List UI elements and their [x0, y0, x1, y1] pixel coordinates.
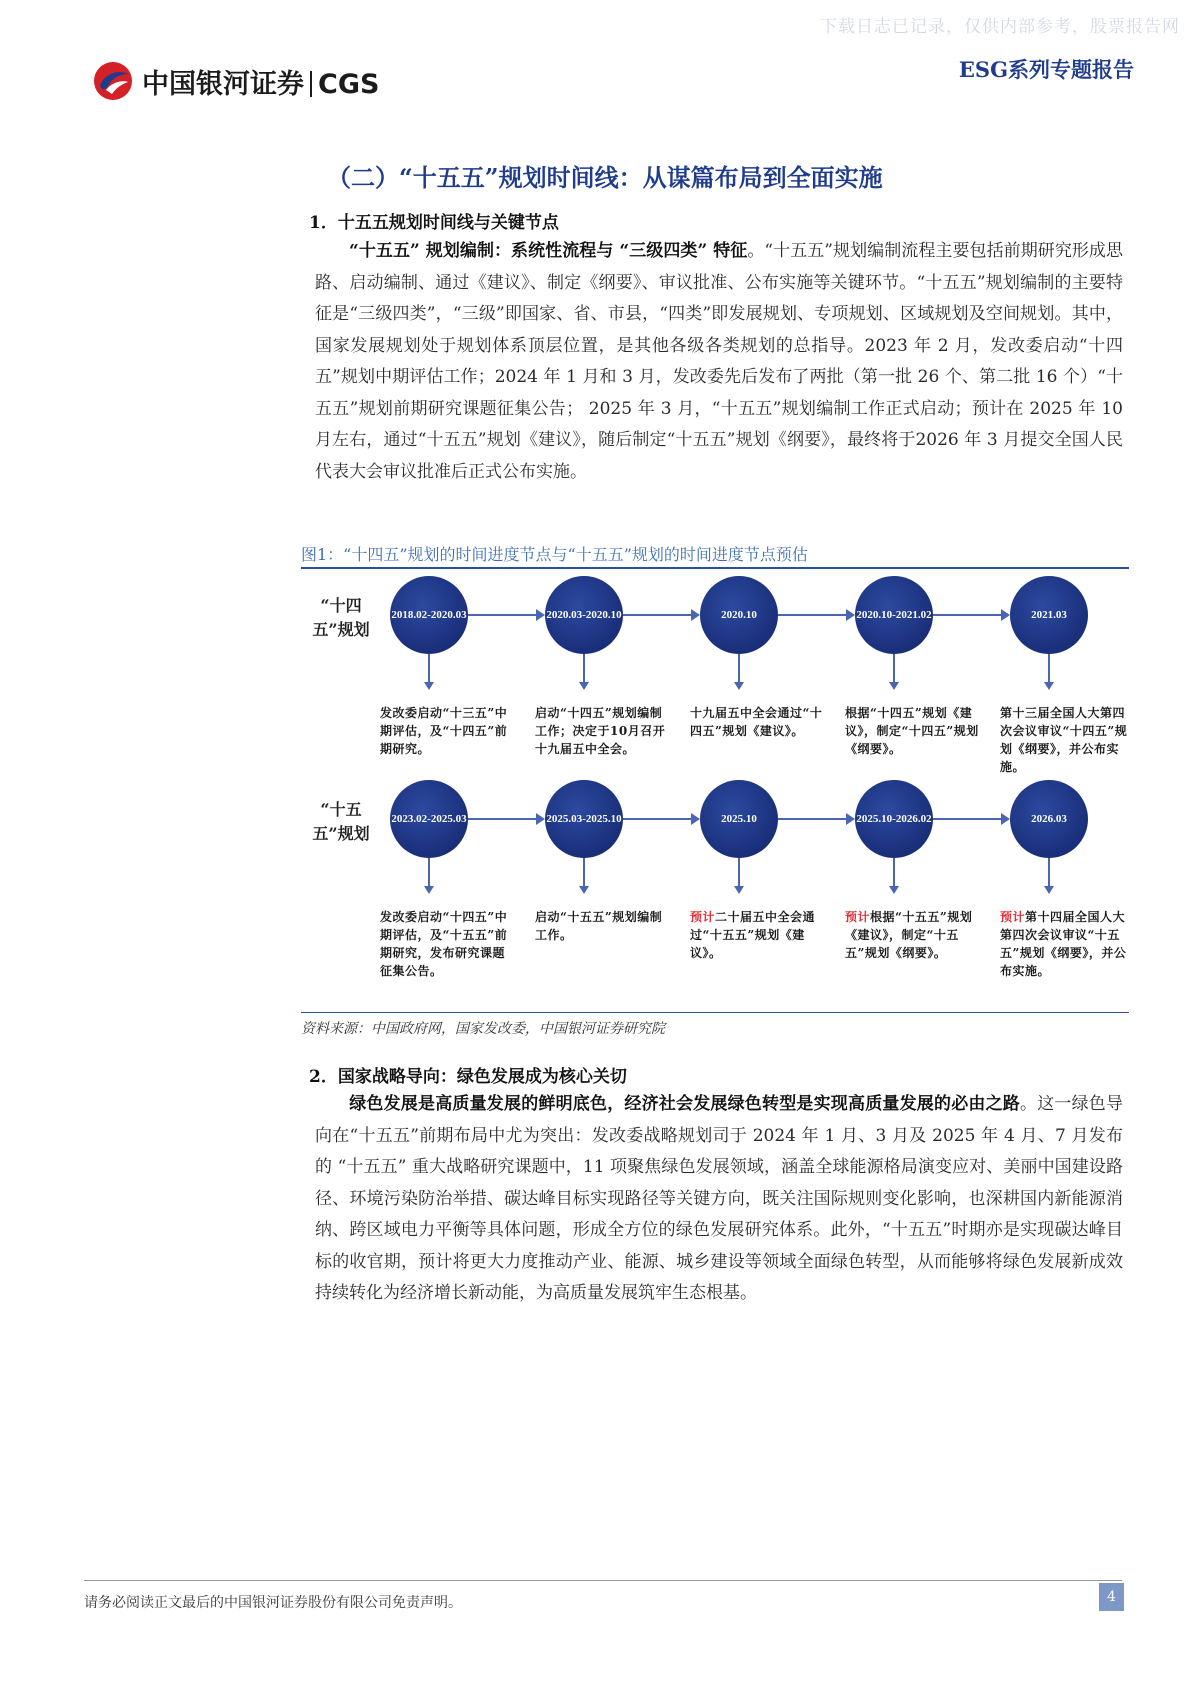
timeline-arrow-icon: [846, 813, 855, 825]
paragraph-planning: [315, 236, 1123, 488]
series-title: ESG系列专题报告: [958, 57, 1134, 82]
timeline-drop-arrow-icon: [424, 682, 434, 690]
timeline-arrow-icon: [846, 609, 855, 621]
timeline-drop-arrow-icon: [734, 682, 744, 690]
timeline-node: 2018.02-2020.03: [390, 576, 468, 654]
predicted-tag: 预计: [1000, 910, 1026, 924]
timeline-node-description: [845, 704, 981, 758]
timeline-arrow-icon: [691, 609, 700, 621]
timeline-node: 2025.03-2025.10: [545, 780, 623, 858]
timeline-node: 2025.10-2026.02: [855, 780, 933, 858]
timeline-description-text: 根据“十五五”规划《建议》，制定“十五五”规划《纲要》。: [845, 910, 973, 960]
timeline-description-text: 启动“十四五”规划编制工作；决定于10月召开十九届五中全会。: [535, 706, 666, 756]
timeline-drop-line: [428, 858, 430, 888]
logo-en: CGS: [318, 68, 380, 100]
timeline-arrow-icon: [536, 609, 545, 621]
timeline-drop-line: [893, 654, 895, 684]
timeline-connector: [623, 818, 691, 820]
timeline-connector: [778, 614, 846, 616]
timeline-drop-arrow-icon: [1044, 886, 1054, 894]
timeline-node: 2020.10: [700, 576, 778, 654]
timeline-node-description: [1000, 908, 1136, 980]
timeline-drop-line: [893, 858, 895, 888]
timeline-drop-line: [738, 654, 740, 684]
timeline-connector: [468, 614, 536, 616]
timeline-arrow-icon: [536, 813, 545, 825]
timeline-description-text: 发改委启动“十四五”中期评估，及“十五五”前期研究，发布研究课题征集公告。: [380, 910, 508, 978]
timeline-node-description: [845, 908, 981, 962]
timeline-node: 2023.02-2025.03: [390, 780, 468, 858]
timeline-drop-arrow-icon: [579, 682, 589, 690]
footer-rule: [84, 1580, 1122, 1581]
timeline-arrow-icon: [691, 813, 700, 825]
figure-source: 资料来源：中国政府网，国家发改委，中国银河证券研究院: [301, 1021, 665, 1037]
logo-wordmark: [142, 62, 379, 101]
timeline-row-label: “十五五”规划: [312, 800, 370, 843]
timeline-drop-line: [583, 858, 585, 888]
timeline-row-label: “十四五”规划: [312, 596, 370, 639]
timeline-drop-line: [583, 654, 585, 684]
timeline-description-text: 根据“十四五”规划《建议》，制定“十四五”规划《纲要》。: [845, 706, 979, 756]
figure-bottom-rule: [301, 1012, 1129, 1013]
timeline-node-description: [690, 908, 826, 962]
company-logo: [92, 60, 379, 102]
timeline-drop-arrow-icon: [1044, 682, 1054, 690]
timeline-node: 2026.03: [1010, 780, 1088, 858]
timeline-description-text: 十九届五中全会通过“十四五”规划《建议》。: [690, 706, 823, 738]
timeline-connector: [623, 614, 691, 616]
page-number: 4: [1099, 1583, 1124, 1611]
timeline-node-description: [690, 704, 826, 740]
paragraph-green-body: 。这一绿色导向在“十五五”前期布局中尤为突出：发改委战略规划司于 2024 年 1 月、3 月及 2025 年 4 月、7 月发布的 “十五五” 重大战略研究课题中，11 项聚焦绿色发展领域，涵盖全球能源格局演变应对、美丽中国建设路径、环境污染防治举措、碳达峰目标实现路径等关键方向，既关注国际规则变化影响，也深耕国内新能源消纳、跨区域电力平衡等具体问题，形成全方位的绿色发展研究体系。此外，“十五五”时期亦是实现碳达峰目标的收官期，预计将更大力度推动产业、能源、城乡建设等领域全面绿色转型，从而能够将绿色发展新成效持续转化为经济增长新动能，为高质量发展筑牢生态根基。: [315, 1094, 1123, 1303]
timeline-arrow-icon: [1001, 609, 1010, 621]
logo-cn: 中国银河证券: [142, 68, 304, 100]
timeline-figure: [301, 570, 1129, 1010]
predicted-tag: 预计: [690, 910, 716, 924]
timeline-connector: [468, 818, 536, 820]
timeline-node-description: [380, 704, 516, 758]
timeline-drop-arrow-icon: [579, 886, 589, 894]
timeline-connector: [778, 818, 846, 820]
timeline-node-description: [1000, 704, 1136, 776]
paragraph-planning-body: 。“十五五”规划编制流程主要包括前期研究形成思路、启动编制、通过《建议》、制定《纲要》、审议批准、公布实施等关键环节。“十五五”规划编制的主要特征是“三级四类”，“三级”即国家、省、市县，“四类”即发展规划、专项规划、区域规划及空间规划。其中，国家发展规划处于规划体系顶层位置，是其他各级各类规划的总指导。2023 年 2 月，发改委启动“十四五”规划中期评估工作；2024 年 1 月和 3 月，发改委先后发布了两批（第一批 26 个、第二批 16 个）“十五五”规划前期研究课题征集公告； 2025 年 3 月，“十五五”规划编制工作正式启动；预计在 2025 年 10 月左右，通过“十五五”规划《建议》，随后制定“十五五”规划《纲要》，最终将于2026 年 3 月提交全国人民代表大会审议批准后正式公布实施。: [315, 241, 1123, 482]
figure-caption: 图1：“十四五”规划的时间进度节点与“十五五”规划的时间进度节点预估: [301, 545, 808, 564]
timeline-description-text: 第十三届全国人大第四次会议审议“十四五”规划《纲要》，并公布实施。: [1000, 706, 1128, 774]
timeline-description-text: 第十四届全国人大第四次会议审议“十五五”规划《纲要》，并公布实施。: [1000, 910, 1127, 978]
subsection-title-1: 1．十五五规划时间线与关键节点: [309, 213, 559, 233]
timeline-node: 2021.03: [1010, 576, 1088, 654]
timeline-drop-arrow-icon: [889, 682, 899, 690]
paragraph-planning-lead: “十五五” 规划编制：系统性流程与 “三级四类” 特征: [349, 241, 748, 261]
section-title: （二）“十五五”规划时间线：从谋篇布局到全面实施: [327, 163, 883, 192]
timeline-drop-arrow-icon: [424, 886, 434, 894]
logo-emblem-icon: [92, 60, 134, 102]
figure-top-rule: [301, 567, 1129, 569]
timeline-node-description: [380, 908, 516, 980]
timeline-drop-line: [1048, 858, 1050, 888]
timeline-drop-arrow-icon: [889, 886, 899, 894]
paragraph-green-lead: 绿色发展是高质量发展的鲜明底色，经济社会发展绿色转型是实现高质量发展的必由之路: [349, 1094, 1020, 1114]
timeline-node-description: [535, 908, 671, 944]
timeline-node: 2020.10-2021.02: [855, 576, 933, 654]
paragraph-green: [315, 1089, 1123, 1310]
timeline-drop-line: [1048, 654, 1050, 684]
timeline-node: 2025.10: [700, 780, 778, 858]
predicted-tag: 预计: [845, 910, 871, 924]
timeline-arrow-icon: [1001, 813, 1010, 825]
timeline-node-description: [535, 704, 671, 758]
timeline-description-text: 发改委启动“十三五”中期评估，及“十四五”前期研究。: [380, 706, 508, 756]
timeline-drop-line: [738, 858, 740, 888]
timeline-drop-arrow-icon: [734, 886, 744, 894]
timeline-description-text: 二十届五中全会通过“十五五”规划《建议》。: [690, 910, 816, 960]
timeline-drop-line: [428, 654, 430, 684]
timeline-description-text: 启动“十五五”规划编制工作。: [535, 910, 663, 942]
watermark-text: 下载日志已记录，仅供内部参考，股票报告网: [820, 17, 1180, 37]
timeline-connector: [933, 614, 1001, 616]
timeline-connector: [933, 818, 1001, 820]
timeline-node: 2020.03-2020.10: [545, 576, 623, 654]
subsection-title-2: 2．国家战略导向：绿色发展成为核心关切: [309, 1067, 627, 1087]
footer-disclaimer: 请务必阅读正文最后的中国银河证券股份有限公司免责声明。: [84, 1595, 462, 1611]
